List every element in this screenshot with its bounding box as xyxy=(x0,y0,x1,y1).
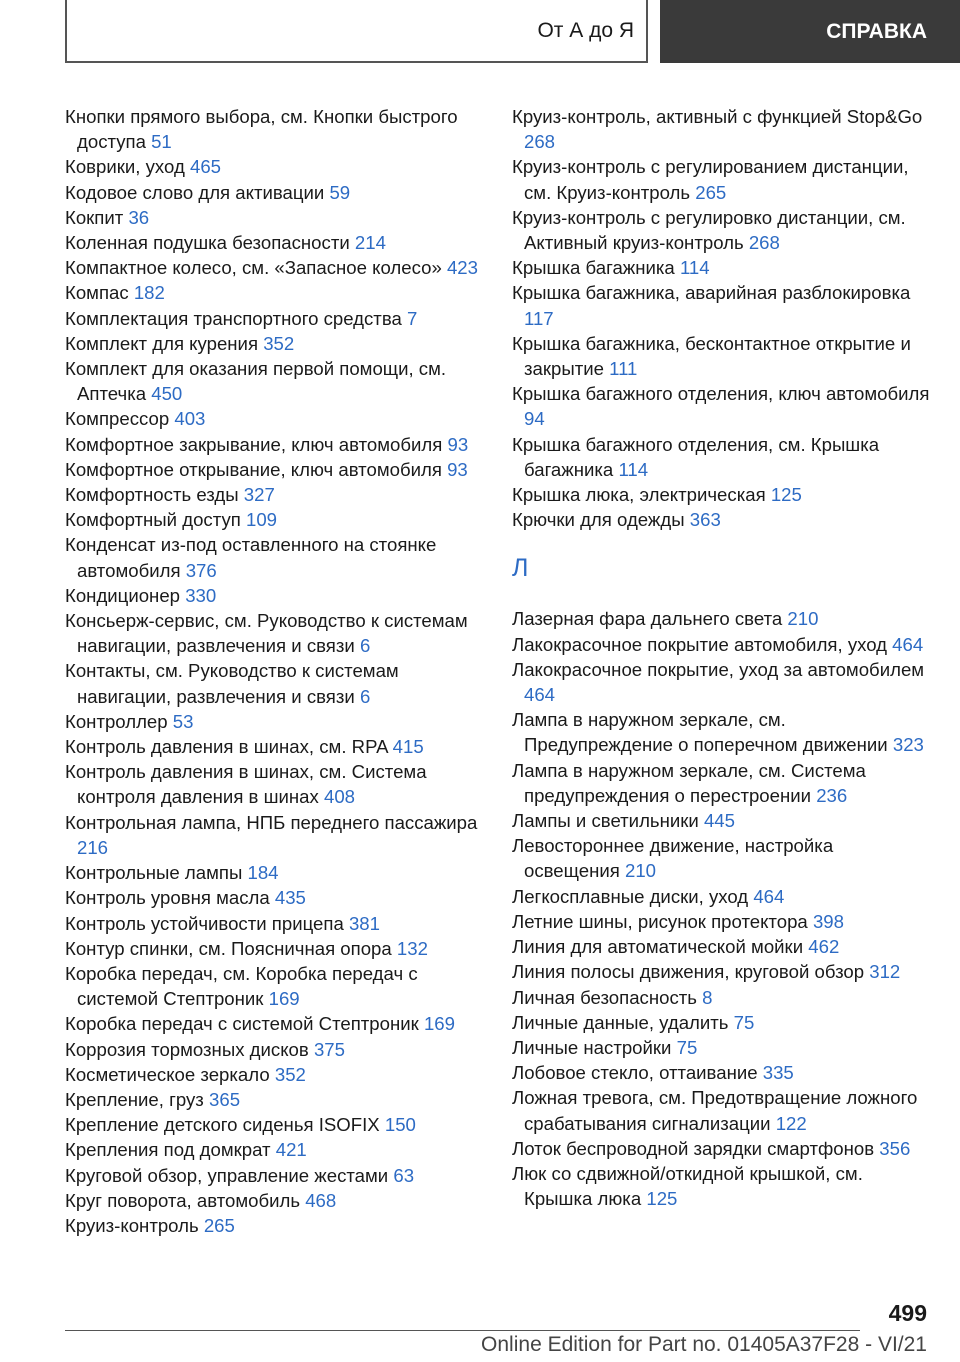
index-entry xyxy=(512,154,932,204)
index-entry xyxy=(65,1112,485,1137)
index-entry xyxy=(65,608,485,658)
index-entry xyxy=(65,507,485,532)
index-entry-text: Контрольная лампа, НПБ переднего пассажира xyxy=(65,811,478,833)
page-reference-link[interactable]: 117 xyxy=(524,307,554,329)
page-reference-link[interactable]: 59 xyxy=(329,181,351,203)
index-entry xyxy=(512,104,932,154)
index-entry xyxy=(512,1060,932,1085)
index-entry xyxy=(65,810,485,860)
index-entry xyxy=(512,657,932,707)
page-reference-link[interactable]: 398 xyxy=(812,910,844,932)
index-entry-text: Контроль давления в шинах, см. Система контроля давления в шинах xyxy=(65,761,427,808)
index-entry-text: Крючки для одежды xyxy=(512,509,685,531)
page-reference-link[interactable]: 216 xyxy=(77,836,109,858)
page-reference-link[interactable]: 169 xyxy=(423,1013,455,1035)
page-reference-link[interactable]: 330 xyxy=(185,584,217,606)
index-entry-text: Лампа в наружном зеркале, см. Предупреждение о поперечном движении xyxy=(512,709,888,756)
page-reference-link[interactable]: 94 xyxy=(524,408,545,430)
section-label: От А до Я xyxy=(537,18,634,42)
index-entry-text: Лакокрасочное покрытие, уход за автомобилем xyxy=(512,658,925,680)
index-entry xyxy=(65,306,485,331)
page-reference-link[interactable]: 352 xyxy=(263,332,295,354)
section-letter: Л xyxy=(512,554,529,583)
page-reference-link[interactable]: 210 xyxy=(787,608,819,630)
index-entry-text: Лампы и светильники xyxy=(512,810,699,832)
index-entry-text: Косметическое зеркало xyxy=(65,1063,270,1085)
index-entry xyxy=(512,985,932,1010)
page-reference-link[interactable]: 363 xyxy=(689,509,721,531)
index-entry xyxy=(65,280,485,305)
index-entry-text: Комплект для оказания первой помощи, см. Аптечка xyxy=(65,358,447,405)
page-reference-link[interactable]: 122 xyxy=(775,1112,807,1134)
page-reference-link[interactable]: 327 xyxy=(243,484,275,506)
index-entry xyxy=(512,833,932,883)
page-reference-link[interactable]: 450 xyxy=(151,383,183,405)
index-entry xyxy=(512,934,932,959)
page-reference-link[interactable]: 435 xyxy=(274,887,306,909)
index-entry xyxy=(65,583,485,608)
page-reference-link[interactable]: 53 xyxy=(172,710,194,732)
index-entry xyxy=(65,1213,485,1238)
index-entry-text: Коврики, уход xyxy=(65,156,185,178)
index-entry-text: Крышка багажного отделения, см. Крышка багажника xyxy=(512,433,880,480)
page-reference-link[interactable]: 421 xyxy=(275,1139,307,1161)
index-group-l xyxy=(512,606,932,1211)
index-entry-text: Летние шины, рисунок протектора xyxy=(512,910,808,932)
index-entry xyxy=(65,406,485,431)
index-entry xyxy=(65,1062,485,1087)
index-entry-text: Контроллер xyxy=(65,710,168,732)
index-entry xyxy=(65,457,485,482)
page-reference-link[interactable]: 182 xyxy=(133,282,165,304)
page-reference-link[interactable]: 356 xyxy=(879,1137,911,1159)
index-entry-text: Коленная подушка безопасности xyxy=(65,232,350,254)
page-reference-link[interactable]: 75 xyxy=(676,1036,698,1058)
index-entry-text: Контроль давления в шинах, см. RPA xyxy=(65,736,388,758)
page-reference-link[interactable]: 36 xyxy=(128,206,150,228)
index-entry xyxy=(65,532,485,582)
index-entry xyxy=(512,255,932,280)
index-entry xyxy=(65,658,485,708)
index-entry-text: Компактное колесо, см. «Запасное колесо» xyxy=(65,257,442,279)
page-reference-link[interactable]: 63 xyxy=(393,1164,415,1186)
page-reference-link[interactable]: 465 xyxy=(189,156,222,178)
index-group-k xyxy=(512,104,932,532)
index-entry-text: Лобовое стекло, оттаивание xyxy=(512,1062,758,1084)
page-reference-link[interactable]: 312 xyxy=(869,961,901,983)
page-reference-link[interactable]: 408 xyxy=(323,786,356,808)
page-reference-link[interactable]: 468 xyxy=(305,1189,337,1211)
page-reference-link[interactable]: 132 xyxy=(396,937,428,959)
index-entry-text: Легкосплавные диски, уход xyxy=(512,885,749,907)
index-entry xyxy=(512,205,932,255)
index-entry xyxy=(512,1085,932,1135)
page-reference-link[interactable]: 125 xyxy=(646,1188,678,1210)
index-entry-text: Комплект для курения xyxy=(65,332,259,354)
index-entry-text: Круиз-контроль, активный с функцией Stop&Go xyxy=(512,106,923,127)
index-entry xyxy=(65,1087,485,1112)
page-reference-link[interactable]: 375 xyxy=(313,1038,345,1060)
page-reference-link[interactable]: 51 xyxy=(151,131,172,153)
index-entry-text: Лакокрасочное покрытие автомобиля, уход xyxy=(512,633,887,655)
index-entry xyxy=(65,709,485,734)
page-reference-link[interactable]: 111 xyxy=(609,358,638,380)
index-entry-text: Коррозия тормозных дисков xyxy=(65,1038,309,1060)
index-entry-text: Личная безопасность xyxy=(512,986,697,1008)
page-reference-link[interactable]: 352 xyxy=(274,1063,306,1085)
index-entry xyxy=(65,885,485,910)
index-entry-text: Личные настройки xyxy=(512,1036,672,1058)
page-reference-link[interactable]: 268 xyxy=(748,232,780,254)
index-entry-text: Кокпит xyxy=(65,206,124,228)
index-entry-text: Линия для автоматической мойки xyxy=(512,936,804,958)
chapter-label: СПРАВКА xyxy=(826,19,927,43)
page-reference-link[interactable]: 6 xyxy=(359,685,371,707)
index-entry xyxy=(512,331,932,381)
index-entry-text: Контроль уровня масла xyxy=(65,887,270,909)
index-entry xyxy=(65,1011,485,1036)
page-reference-link[interactable]: 265 xyxy=(203,1214,235,1236)
index-entry-text: Круиз-контроль xyxy=(65,1214,199,1236)
index-entry xyxy=(512,482,932,507)
page-reference-link[interactable]: 114 xyxy=(618,458,649,480)
page-reference-link[interactable]: 464 xyxy=(524,684,556,706)
index-entry-text: Контур спинки, см. Поясничная опора xyxy=(65,937,392,959)
page-reference-link[interactable]: 268 xyxy=(524,131,556,153)
index-entry-text: Крышка багажника xyxy=(512,257,675,279)
index-entry-text: Крышка багажника, аварийная разблокировка xyxy=(512,282,911,304)
index-entry xyxy=(65,356,485,406)
page-reference-link[interactable]: 323 xyxy=(892,734,924,756)
index-entry xyxy=(512,1010,932,1035)
index-entry-text: Комфортность езды xyxy=(65,484,239,506)
page-reference-link[interactable]: 464 xyxy=(892,633,924,655)
index-entry xyxy=(65,961,485,1011)
page-reference-link[interactable]: 125 xyxy=(770,484,802,506)
page-reference-link[interactable]: 8 xyxy=(702,986,713,1008)
index-entry xyxy=(65,205,485,230)
index-entry xyxy=(512,632,932,657)
index-entry-text: Крышка багажника, бесконтактное открытие и закрытие xyxy=(512,332,911,380)
index-entry-text: Круиз-контроль с регулировко дистанции, см. Активный круиз-контроль xyxy=(512,206,906,254)
index-entry-text: Коробка передач с системой Стептроник xyxy=(65,1013,419,1035)
index-entry-text: Круг поворота, автомобиль xyxy=(65,1189,301,1211)
index-column-left xyxy=(65,104,485,1238)
index-entry xyxy=(65,911,485,936)
index-entry xyxy=(512,959,932,984)
page-reference-link[interactable]: 169 xyxy=(268,988,300,1010)
index-entry-text: Конденсат из-под оставленного на стоянке автомобиля xyxy=(65,534,437,581)
page-reference-link[interactable]: 214 xyxy=(354,232,386,254)
index-entry xyxy=(512,758,932,808)
index-entry-text: Круиз-контроль с регулированием дистанции, см. Круиз-контроль xyxy=(512,156,909,203)
index-entry-text: Консьерж-сервис, см. Руководство к системам навигации, развлечения и связи xyxy=(65,610,468,657)
page-reference-link[interactable]: 6 xyxy=(359,635,371,657)
index-entry-text: Лоток беспроводной зарядки смартфонов xyxy=(512,1137,875,1159)
index-entry xyxy=(65,1163,485,1188)
page-reference-link[interactable]: 109 xyxy=(245,509,278,531)
index-entry-text: Крепление детского сиденья ISOFIX xyxy=(65,1114,380,1136)
index-entry xyxy=(65,1188,485,1213)
page-reference-link[interactable]: 423 xyxy=(446,257,478,279)
index-entry-text: Лампа в наружном зеркале, см. Система предупреждения о перестроении xyxy=(512,759,866,806)
index-entry-text: Контрольные лампы xyxy=(65,862,243,884)
index-entry xyxy=(65,104,485,154)
index-entry xyxy=(512,884,932,909)
page-reference-link[interactable]: 464 xyxy=(753,885,785,907)
page-reference-link[interactable]: 415 xyxy=(392,736,424,758)
page-reference-link[interactable]: 7 xyxy=(407,307,418,329)
index-entry-text: Крепление, груз xyxy=(65,1088,204,1110)
index-entry-text: Линия полосы движения, круговой обзор xyxy=(512,961,865,983)
index-entry xyxy=(65,482,485,507)
page-reference-link[interactable]: 114 xyxy=(679,257,710,279)
index-entry-text: Компрессор xyxy=(65,408,170,430)
index-entry-text: Люк со сдвижной/откидной крышкой, см. Крышка люка xyxy=(512,1162,863,1210)
page-reference-link[interactable]: 150 xyxy=(384,1114,416,1136)
page-reference-link[interactable]: 265 xyxy=(695,181,727,203)
page-reference-link[interactable]: 365 xyxy=(209,1088,241,1110)
page-reference-link[interactable]: 445 xyxy=(703,810,735,832)
page-reference-link[interactable]: 93 xyxy=(447,433,469,455)
page-reference-link[interactable]: 335 xyxy=(762,1062,794,1084)
index-entry-text: Комплектация транспортного средства xyxy=(65,307,402,329)
index-entry xyxy=(65,759,485,809)
index-entry-text: Комфортное закрывание, ключ автомобиля xyxy=(65,433,443,455)
index-entry-text: Крышка багажного отделения, ключ автомобиля xyxy=(512,383,930,405)
index-entry xyxy=(512,808,932,833)
index-entry xyxy=(512,1035,932,1060)
index-entry xyxy=(512,507,932,532)
index-entry xyxy=(512,606,932,631)
page-number: 499 xyxy=(888,1300,927,1326)
index-column-right xyxy=(512,104,932,1211)
page-reference-link[interactable]: 462 xyxy=(808,936,840,958)
footer-edition: Online Edition for Part no. 01405A37F28 - VI/21 xyxy=(481,1333,927,1356)
index-entry xyxy=(512,707,932,757)
index-entry xyxy=(65,734,485,759)
index-entry-text: Крышка люка, электрическая xyxy=(512,484,766,506)
index-entry-text: Лазерная фара дальнего света xyxy=(512,608,783,630)
index-entry xyxy=(512,1161,932,1211)
page-reference-link[interactable]: 210 xyxy=(624,860,657,882)
index-entry-text: Контакты, см. Руководство к системам навигации, развлечения и связи xyxy=(65,660,399,707)
section-tab xyxy=(65,0,648,63)
index-entry-text: Комфортный доступ xyxy=(65,509,241,531)
index-entry xyxy=(65,860,485,885)
index-entry xyxy=(512,909,932,934)
index-entry-text: Компас xyxy=(65,282,129,304)
page-reference-link[interactable]: 376 xyxy=(185,559,217,581)
page-reference-link[interactable]: 236 xyxy=(816,784,848,806)
index-entry-text: Коробка передач, см. Коробка передач с системой Стептроник xyxy=(65,962,418,1010)
index-entry-text: Кондиционер xyxy=(65,584,181,606)
index-entry-text: Крепления под домкрат xyxy=(65,1139,271,1161)
page-reference-link[interactable]: 75 xyxy=(733,1011,755,1033)
index-entry xyxy=(512,1136,932,1161)
index-entry-text: Левостороннее движение, настройка освещения xyxy=(512,835,834,882)
index-entry xyxy=(65,1137,485,1162)
index-entry xyxy=(65,154,485,179)
footer-rule xyxy=(65,1330,860,1331)
index-entry xyxy=(512,432,932,482)
index-entry-text: Круговой обзор, управление жестами xyxy=(65,1164,389,1186)
page-reference-link[interactable]: 403 xyxy=(174,408,206,430)
index-entry xyxy=(65,230,485,255)
index-entry xyxy=(65,936,485,961)
index-entry xyxy=(65,331,485,356)
page-reference-link[interactable]: 381 xyxy=(348,912,380,934)
index-entry xyxy=(512,280,932,330)
index-entry xyxy=(512,381,932,431)
index-entry-text: Контроль устойчивости прицепа xyxy=(65,912,344,934)
chapter-tab xyxy=(660,0,960,63)
index-entry xyxy=(65,180,485,205)
index-entry-text: Кнопки прямого выбора, см. Кнопки быстрого доступа xyxy=(65,106,458,153)
index-entry-text: Ложная тревога, см. Предотвращение ложного срабатывания сигнализации xyxy=(512,1087,918,1134)
index-entry xyxy=(65,432,485,457)
page-reference-link[interactable]: 93 xyxy=(447,458,468,480)
index-entry xyxy=(65,1037,485,1062)
index-entry-text: Кодовое слово для активации xyxy=(65,181,325,203)
index-entry xyxy=(65,255,485,280)
page-reference-link[interactable]: 184 xyxy=(247,862,279,884)
index-entry-text: Личные данные, удалить xyxy=(512,1011,729,1033)
index-entry-text: Комфортное открывание, ключ автомобиля xyxy=(65,458,442,480)
